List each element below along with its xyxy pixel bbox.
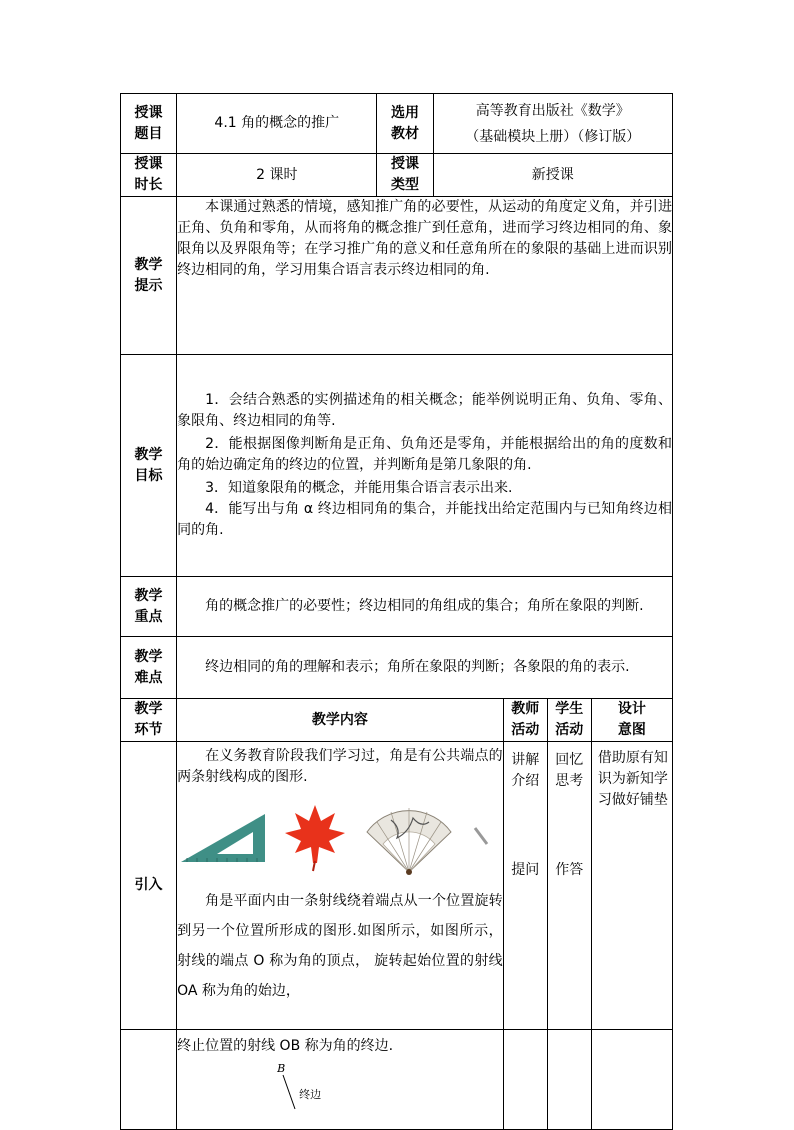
difficulties-cell <box>177 637 673 699</box>
textbook-line-2: （基础模块上册）（修订版） <box>465 128 641 145</box>
teacher-activity-header: 教师 活动 <box>503 699 547 742</box>
intro-stage-label: 引入 <box>121 742 177 1030</box>
objectives-label: 教学 目标 <box>121 355 177 577</box>
teacher-activity-1: 讲解 介绍 <box>511 752 540 789</box>
lesson-plan-table <box>120 93 673 1130</box>
next-row <box>121 1030 673 1130</box>
angle-diagram <box>177 1057 503 1117</box>
next-content-cell <box>177 1030 504 1130</box>
hints-label: 教学 提示 <box>121 197 177 355</box>
folding-fan-icon <box>361 798 457 878</box>
hints-text: 本课通过熟悉的情境，感知推广角的必要性，从运动的角度定义角，并引进正角、负角和零角，从而将角的概念推广到任意角，进而学习终边相同的角、象限角以及界限角等；在学习推广角的意义和任意角所在的象限的基础上进而识别终边相同的角，学习用集合语言表示终边相同的角. <box>177 199 672 278</box>
objective-item-2: 2．能根据图像判断角是正角、负角还是零角，并能根据给出的角的度数和角的始边确定角的终边的位置，并判断角是第几象限的角. <box>177 436 672 473</box>
objective-item-3: 3．知道象限角的概念，并能用集合语言表示出来. <box>205 480 513 496</box>
hints-cell <box>177 197 673 355</box>
student-activity-1: 回忆 思考 <box>555 752 584 789</box>
objectives-cell <box>177 355 673 577</box>
next-teacher-cell <box>503 1030 547 1130</box>
diagram-point-b: B <box>277 1062 286 1075</box>
difficulties-text: 终边相同的角的理解和表示；角所在象限的判断；各象限的角的表示. <box>205 659 630 675</box>
intro-student-activity <box>547 742 591 1030</box>
student-activity-2: 作答 <box>555 862 584 878</box>
intro-row <box>121 742 673 1030</box>
textbook-line-1: 高等教育出版社《数学》 <box>475 102 630 119</box>
stage-header: 教学 环节 <box>121 699 177 742</box>
key-points-text: 角的概念推广的必要性；终边相同的角组成的集合；角所在象限的判断. <box>205 598 644 614</box>
type-value: 新授课 <box>433 154 672 197</box>
content-header: 教学内容 <box>177 699 504 742</box>
objective-item-1: 1．会结合熟悉的实例描述角的相关概念；能举例说明正角、负角、零角、象限角、终边相同的角等. <box>177 392 672 429</box>
terminal-side-ray <box>281 1073 301 1113</box>
intro-paragraph-1: 在义务教育阶段我们学习过，角是有公共端点的两条射线构成的图形. <box>177 748 503 785</box>
design-intent-header: 设计 意图 <box>591 699 672 742</box>
next-design-cell <box>591 1030 672 1130</box>
objective-item-4: 4．能写出与角 α 终边相同角的集合，并能找出给定范围内与已知角终边相同的角. <box>177 501 672 538</box>
duration-label: 授课 时长 <box>121 154 177 197</box>
topic-label: 授课 题目 <box>121 94 177 154</box>
intro-paragraph-2: 角是平面内由一条射线绕着端点从一个位置旋转到另一个位置所形成的图形.如图所示，如图所示，射线的端点 O 称为角的顶点， 旋转起始位置的射线 OA 称为角的始边， <box>177 893 503 999</box>
key-points-label: 教学 重点 <box>121 577 177 637</box>
teacher-activity-2: 提问 <box>511 862 540 878</box>
next-stage-cell <box>121 1030 177 1130</box>
objectives-row <box>121 355 673 577</box>
maple-leaf-icon <box>283 803 347 873</box>
intro-content-cell <box>177 742 504 1030</box>
textbook-value <box>433 94 672 154</box>
triangle-ruler-icon <box>177 808 269 868</box>
textbook-label: 选用 教材 <box>377 94 433 154</box>
key-points-row <box>121 577 673 637</box>
partial-object-icon <box>471 818 489 858</box>
topic-value: 4.1 角的概念的推广 <box>177 94 377 154</box>
duration-value: 2 课时 <box>177 154 377 197</box>
duration-row <box>121 154 673 197</box>
hints-row <box>121 197 673 355</box>
difficulties-label: 教学 难点 <box>121 637 177 699</box>
topic-row <box>121 94 673 154</box>
process-header-row <box>121 699 673 742</box>
key-points-cell <box>177 577 673 637</box>
intro-design-intent: 借助原有知识为新知学习做好铺垫 <box>591 742 672 1030</box>
intro-images <box>177 796 503 880</box>
next-student-cell <box>547 1030 591 1130</box>
next-paragraph: 终止位置的射线 OB 称为角的终边. <box>177 1038 394 1054</box>
diagram-terminal-label: 终边 <box>299 1088 322 1101</box>
intro-teacher-activity <box>503 742 547 1030</box>
student-activity-header: 学生 活动 <box>547 699 591 742</box>
difficulties-row <box>121 637 673 699</box>
type-label: 授课 类型 <box>377 154 433 197</box>
